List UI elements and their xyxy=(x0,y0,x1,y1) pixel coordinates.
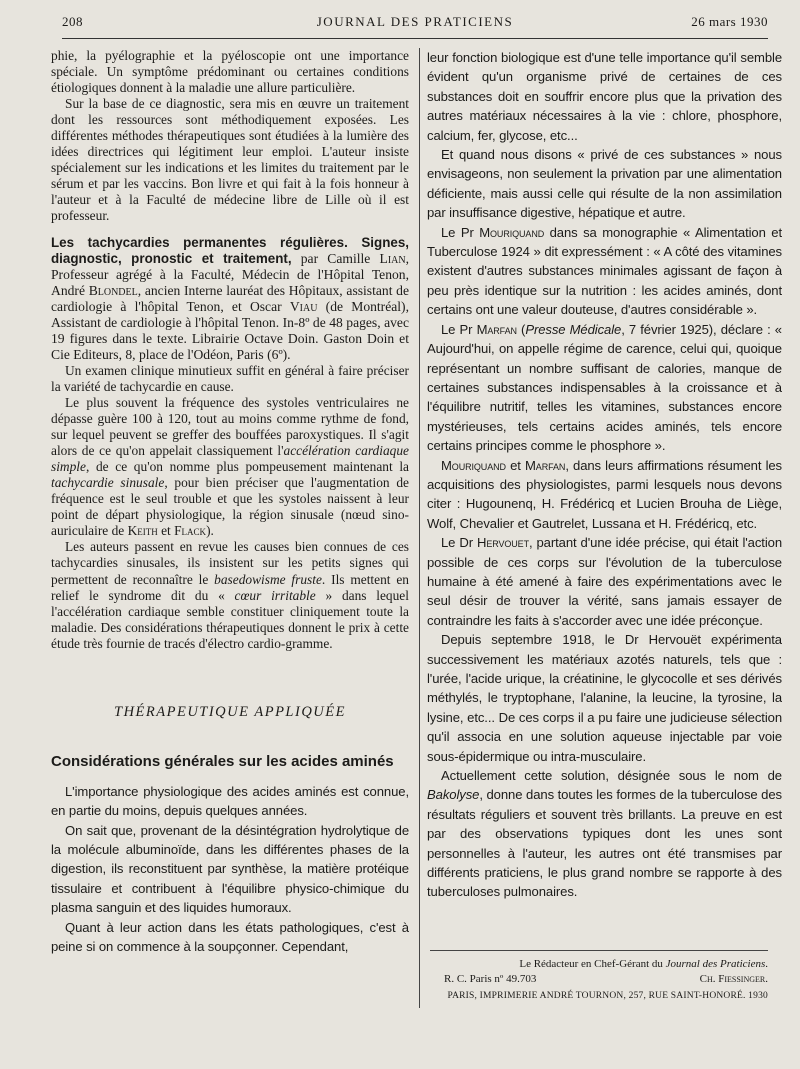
paragraph: Et quand nous disons « privé de ces substances » nous envisageons, non seulement la privation par une alimentation déficiente, mais aussi celle qui résulte de la non assimilation par insuffisance digestive, hépatique et autre. xyxy=(427,147,782,221)
section-heading: THÉRAPEUTIQUE APPLIQUÉE xyxy=(114,703,346,720)
paragraph xyxy=(51,395,409,539)
emphasis: basedowisme fruste xyxy=(214,571,322,587)
paragraph: Un examen clinique minutieux suffit en général à faire préciser la variété de tachycardie en cause. xyxy=(51,362,409,394)
left-column xyxy=(51,48,409,1008)
text: , dans leurs affirmations résument les acquisitions des physiologistes, parmi lesquels nous devons citer : Hugounenq, H. Frédéricq et Lucien Brouha de Liège, Wolf, Chevalier et Gautrelet, Lussana et H. Frédéricq, etc. xyxy=(427,457,782,531)
emphasis: Presse Médicale xyxy=(525,321,622,337)
author-name: Mouriquand xyxy=(441,457,506,473)
paragraph: L'importance physiologique des acides aminés est connue, en partie du moins, depuis quelques années. xyxy=(51,783,409,819)
book-review-entry xyxy=(51,235,409,363)
author-name: Lian xyxy=(379,250,406,266)
paragraph: phie, la pyélographie et la pyéloscopie ont une importance spéciale. Un symptôme prédominant ou certaines conditions étiologiques donnent à la maladie une allure particulière. xyxy=(51,48,409,96)
paragraph: On sait que, provenant de la désintégration hydrolytique de la molécule albuminoïde, dans les différentes phases de la digestion, ils reconstituent par synthèse, la matière protéique tissulaire et contribuent à l'équilibre physico-chimique du plasma sanguin et des liquides humoraux. xyxy=(51,822,409,916)
paragraph: leur fonction biologique est d'une telle importance qu'il semble évident qu'un organisme privé de certaines de ces substances doit en souffrir encore plus que la privation des autres matériaux nécessaires à la vie : chlore, phosphore, calcium, fer, glycose, etc... xyxy=(427,50,782,143)
page-number: 208 xyxy=(62,14,83,29)
journal-title: JOURNAL DES PRATICIENS xyxy=(316,14,514,29)
paragraph xyxy=(427,456,782,534)
author-name: Viau xyxy=(289,298,318,314)
running-header xyxy=(62,14,768,34)
author-name: Hervouet xyxy=(476,535,529,551)
text: Les auteurs passent en revue les causes bien connues de ces tachycardies sinusales, ils insistent sur les petits signes qui permettent de reconnaître le xyxy=(51,539,409,587)
text: . xyxy=(765,958,768,970)
text: Actuellement cette solution, désignée sous le nom de xyxy=(441,768,782,784)
text: . Ils mettent en relief le syndrome dit du « xyxy=(51,571,409,603)
text: Le Rédacteur en Chef-Gérant du xyxy=(519,958,666,970)
text: , partant d'une idée précise, qui était l'action possible de ces corps sur l'évolution de la tuberculose humaine à été amené à faire des expérimentations avec le seul désir de trouver la vérité, sans jamais essayer de contraindre les faits à s'accorder avec une idée préconçue. xyxy=(427,535,782,628)
footer-rule xyxy=(430,950,768,951)
paragraph: Quant à leur action dans les états pathologiques, c'est à peine si on commence à la soupçonner. Cependant, xyxy=(51,919,409,955)
text: Le Dr xyxy=(441,535,477,551)
text: ). xyxy=(206,523,214,539)
paragraph xyxy=(427,320,782,456)
paragraph xyxy=(427,533,782,630)
review-text: par Camille xyxy=(291,250,380,266)
paragraph xyxy=(427,223,782,320)
review-text: , ancien Interne lauréat des Hôpitaux, assistant de cardiologie à l'hôpital Tenon, et Oscar xyxy=(51,282,409,314)
text: , pour bien préciser que l'augmentation de fréquence est le seul trouble et que les systoles naissent à leur point de départ physiologique, la région sinusale (nœud sino-auriculaire de xyxy=(51,475,409,539)
author-name: Flack xyxy=(174,523,207,539)
author-name: Marfan xyxy=(524,457,566,473)
author-name: Keith xyxy=(127,523,158,539)
article-body xyxy=(51,782,409,957)
text: Le Pr xyxy=(441,224,480,240)
article-title: Considérations générales sur les acides aminés xyxy=(51,752,394,770)
emphasis: tachycardie sinusale xyxy=(51,475,165,491)
text: et xyxy=(505,457,525,473)
review-text: , Professeur agrégé à la Faculté, Médecin de l'Hôpital Tenon, André xyxy=(51,250,409,298)
paragraph: Sur la base de ce diagnostic, sera mis en œuvre un traitement dont les ressources sont méthodiquement exposées. Les différentes méthodes thérapeutiques sont étudiées à la lumière des idées directrices qui légitiment leur emploi. L'auteur insiste spécialement sur les indications et les limites du traitement par le sérum et par les vaccins. Bon livre et qui fait à la fois honneur à l'auteur et à la Faculté de médecine libre de Lille où il est professeur. xyxy=(51,96,409,224)
header-rule xyxy=(62,38,768,39)
emphasis: Bakolyse xyxy=(427,787,480,803)
emphasis: cœur irritable xyxy=(234,587,316,603)
author-name: Mouriquand xyxy=(479,224,545,240)
paragraph xyxy=(427,766,782,902)
issue-date: 26 mars 1930 xyxy=(691,14,768,29)
author-name: Blondel xyxy=(88,282,138,298)
text: , de ce qu'on nomme plus pompeusement maintenant la xyxy=(85,459,409,475)
text: dans sa monographie « Alimentation et Tuberculose 1924 » dit expressément : « A côté des vitamines existent d'autres substances minimales agissant de façon à peu près identique sur la nutrition : les acides aminés, dont certains ont une valeur douteuse, d'autres considérable ». xyxy=(427,224,782,318)
paragraph: Depuis septembre 1918, le Dr Hervouët expérimenta successivement les matériaux azotés naturels, tels que : l'urée, l'acide urique, la créatinine, le glycocolle et ses dérivés méthylés, le tryptophane, l'alanine, la leucine, la tyrosine, la lysine, etc... De ces corps il a pu faire une judicieuse sélection qu'il associa en une solution aqueuse injectable par voie sous-épidermique ou intra-musculaire. xyxy=(427,632,782,764)
editor-line xyxy=(430,957,768,972)
right-column xyxy=(427,48,782,948)
signer-name: Ch. Fiessinger. xyxy=(699,973,768,985)
printer-imprint: PARIS, IMPRIMERIE ANDRÉ TOURNON, 257, RUE SAINT-HONORÉ. 1930 xyxy=(447,991,768,1001)
text: , donne dans toutes les formes de la tuberculose des résultats réguliers et souvent très brillants. La preuve en est par des observations typiques dont les unes sont personnelles à l'auteur, les autres ont été transmises par différents praticiens, le plus grand nombre se rapporte à des tuberculoses pulmonaires. xyxy=(427,787,782,900)
review-text: (de Montréal), Assistant de cardiologie à l'hôpital Tenon. In-8º de 48 pages, avec 19 figures dans le texte. Librairie Octave Doin. Gaston Doin et Cie Editeurs, 8, place de l'Odéon, Paris (6º). xyxy=(51,298,409,362)
author-name: Marfan xyxy=(476,321,517,337)
text: ( xyxy=(516,321,526,337)
text: , 7 février 1925), déclare : « Aujourd'hui, on appelle régime de carence, celui qui, quoique représentant un nombre suffisant de calories, manque de certaines substances indispensables à la croissance et à l'équilibre nutritif, telles les vitamines, substances encore mystérieuses, tels certains acides aminés, tels encore certains principes comme le phosphore ». xyxy=(427,321,782,454)
journal-name: Journal des Praticiens xyxy=(665,958,766,970)
emphasis: accélération cardiaque simple xyxy=(51,443,409,475)
text: Le Pr xyxy=(441,321,477,337)
registration-line xyxy=(430,972,768,987)
paragraph xyxy=(51,539,409,651)
text: Le plus souvent la fréquence des systoles ventriculaires ne dépasse guère 100 à 120, tout au moins comme rythme de fond, sur lequel peuvent se greffer des bouffées paroxystiques. Il s'agit alors de ce qu'on appelait classiquement l' xyxy=(51,394,409,459)
text: » dans lequel l'accélération cardiaque semble constituer cliniquement toute la maladie. Des considérations thérapeutiques donnent le prix à cette étude très fournie de tracés d'électro cardio-gramme. xyxy=(51,587,409,651)
editor-footer xyxy=(430,950,768,987)
text: et xyxy=(157,523,175,539)
column-rule xyxy=(419,48,420,1008)
registration-number: R. C. Paris nº 49.703 xyxy=(444,973,537,985)
review-title: Les tachycardies permanentes régulières. Signes, diagnostic, pronostic et traitement, xyxy=(51,234,409,266)
